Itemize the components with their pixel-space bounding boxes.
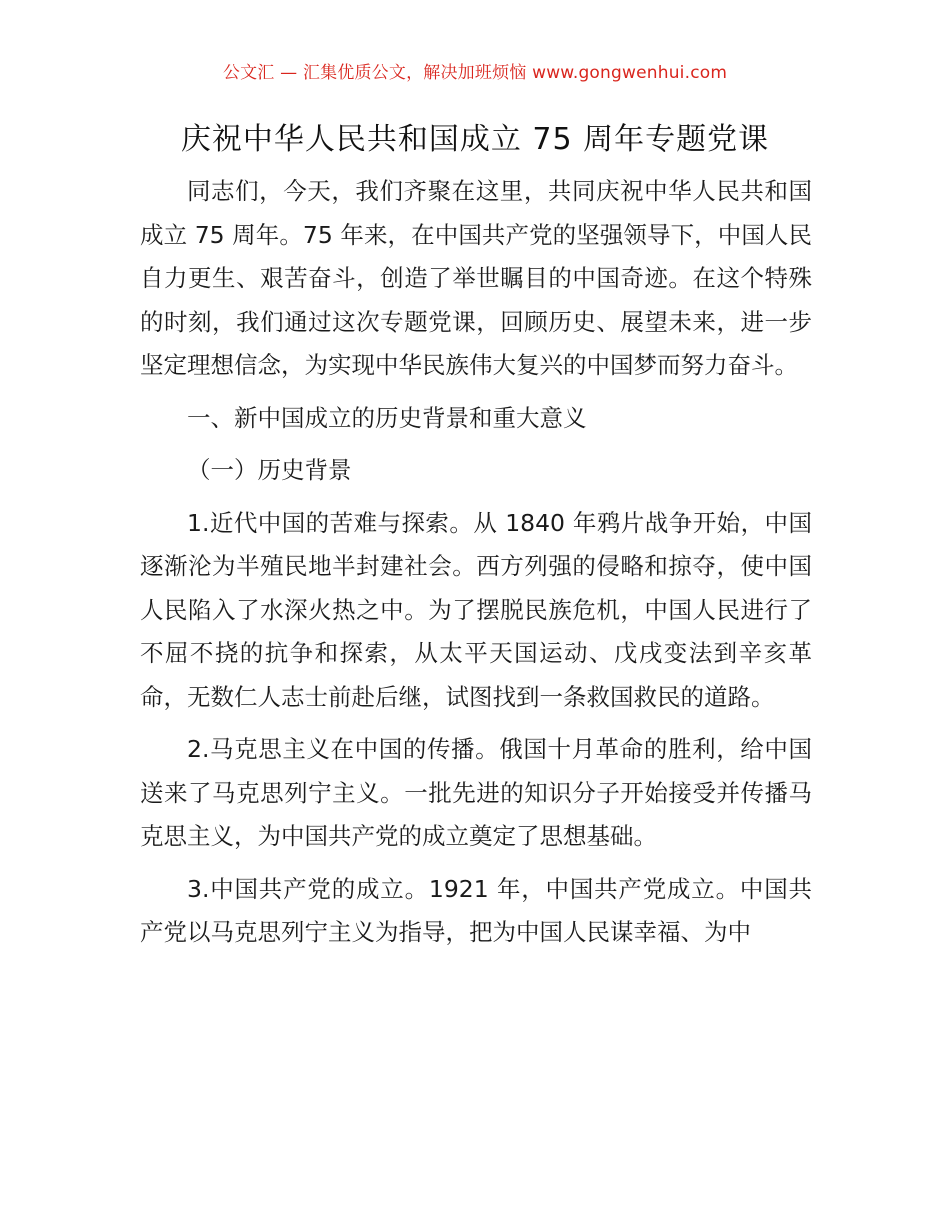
point-paragraph-2: 2.马克思主义在中国的传播。俄国十月革命的胜利，给中国送来了马克思列宁主义。一批先进的知识分子开始接受并传播马克思主义，为中国共产党的成立奠定了思想基础。 — [140, 735, 812, 850]
document-title: 庆祝中华人民共和国成立 75 周年专题党课 — [180, 122, 770, 157]
section-heading: 一、新中国成立的历史背景和重大意义 — [187, 403, 587, 432]
point-paragraph-3: 3.中国共产党的成立。1921 年，中国共产党成立。中国共产党以马克思列宁主义为指导，把为中国人民谋幸福、为中 — [140, 874, 812, 946]
subsection-heading: （一）历史背景 — [187, 456, 352, 484]
point-paragraph-1: 1.近代中国的苦难与探索。从 1840 年鸦片战争开始，中国逐渐沦为半殖民地半封建社会。西方列强的侵略和掠夺，使中国人民陷入了水深火热之中。为了摆脱民族危机，中国人民进行了不屈不挠的抗争和探索，从太平天国运动、戊戌变法到辛亥革命，无数仁人志士前赴后继，试图找到一条救国救民的道路。 — [140, 508, 812, 711]
document-body — [140, 170, 812, 964]
intro-paragraph: 同志们，今天，我们齐聚在这里，共同庆祝中华人民共和国成立 75 周年。75 年来，在中国共产党的坚强领导下，中国人民自力更生、艰苦奋斗，创造了举世瞩目的中国奇迹。在这个特殊的时刻，我们通过这次专题党课，回顾历史、展望未来，进一步坚定理想信念，为实现中华民族伟大复兴的中国梦而努力奋斗。 — [140, 177, 812, 379]
header-banner: 公文汇 — 汇集优质公文，解决加班烦恼 www.gongwenhui.com — [222, 63, 728, 83]
